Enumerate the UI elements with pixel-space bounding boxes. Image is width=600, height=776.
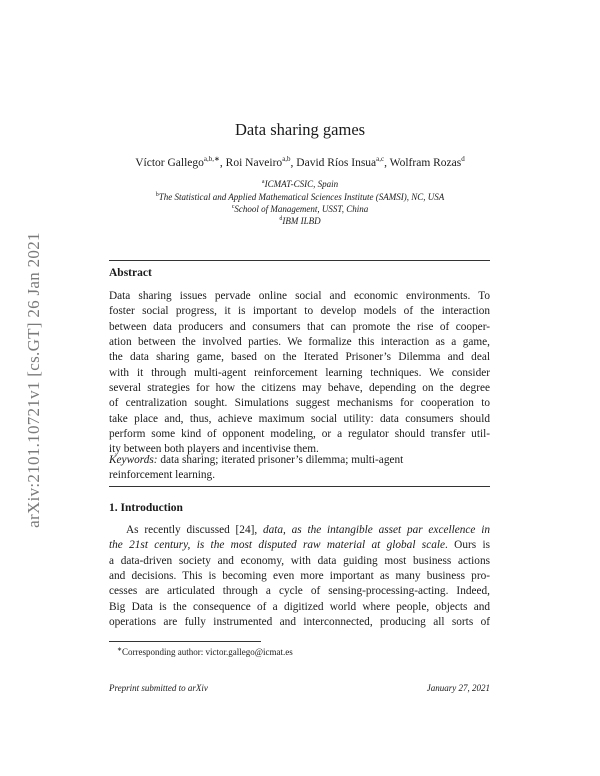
affiliation-b: $^b$The Statistical and Applied Mathematical Sciences Institute (SAMSI), NC, USA bbox=[155, 192, 445, 202]
abstract-line: perform some kind of opponent modeling, or a regulator should transfer util- bbox=[109, 428, 490, 441]
keywords-label: Keywords: bbox=[109, 454, 158, 466]
intro-line: Big Data is the consequence of a digitized world where people, objects and bbox=[109, 600, 490, 613]
author-4: Wolfram Rozas$^d$ bbox=[389, 155, 465, 169]
author-3: David Ríos Insua$^{a,c}$, bbox=[296, 155, 390, 169]
intro-line: As recently discussed [24], data, as the intangible asset par excellence in bbox=[126, 524, 490, 536]
abstract-line: between data producers and consumers that can promote the rise of cooper- bbox=[109, 320, 490, 333]
section-heading-introduction: 1. Introduction bbox=[109, 502, 183, 514]
paper-title: Data sharing games bbox=[234, 120, 366, 139]
abstract-line: take place and, thus, achieve maximum social utility: data consumers should bbox=[109, 412, 490, 425]
abstract-line: of centralization sought. Simulations suggest mechanisms for cooperation to bbox=[109, 397, 490, 410]
footer-date: January 27, 2021 bbox=[426, 683, 490, 693]
abstract-line: foster social progress, it is important to develop models of the interaction bbox=[109, 305, 490, 318]
intro-line: cesses are articulated through a cycle of sensing-processing-acting. Indeed, bbox=[109, 585, 490, 598]
abstract-line: Data sharing issues pervade online social and economic environments. To bbox=[109, 290, 490, 302]
abstract-body bbox=[109, 289, 490, 458]
abstract-line: several strategies for how the citizens may behave, depending on the degree bbox=[109, 382, 490, 395]
abstract-line: the data sharing game, based on the Iterated Prisoner’s Dilemma and deal bbox=[109, 351, 490, 364]
abstract-top-rule bbox=[109, 260, 490, 261]
keywords bbox=[109, 453, 490, 484]
introduction-body bbox=[109, 523, 490, 630]
footnote-corresponding-author: ∗Corresponding author: victor.gallego@icmat.es bbox=[117, 647, 293, 657]
keywords-line-2: reinforcement learning. bbox=[109, 469, 216, 482]
intro-line: and decisions. This is becoming even more important as many business pro- bbox=[109, 570, 490, 583]
abstract-line: ity between both players and incentivise them. bbox=[109, 443, 319, 456]
abstract-line: with it through multi-agent reinforcement learning techniques. We consider bbox=[109, 366, 490, 379]
arxiv-identifier bbox=[22, 212, 46, 548]
arxiv-identifier-text: arXiv:2101.10721v1 [cs.GT] 26 Jan 2021 bbox=[24, 232, 43, 528]
author-2: Roi Naveiro$^{a,b}$, bbox=[225, 155, 297, 169]
author-1: Víctor Gallego$^{a,b,∗}$, bbox=[135, 155, 226, 169]
footer-preprint: Preprint submitted to arXiv bbox=[109, 683, 208, 693]
abstract-line: ation between the involved parties. We formalize this interaction as a game, bbox=[109, 336, 490, 349]
affiliation-a: $^a$ICMAT-CSIC, Spain bbox=[261, 179, 339, 189]
intro-line: operations are fully instrumented and interconnected, producing all sorts of bbox=[109, 616, 490, 629]
affiliation-c: $^c$School of Management, USST, China bbox=[231, 204, 369, 214]
intro-line: the 21st century, is the most disputed raw material at global scale. Ours is bbox=[109, 539, 490, 552]
keywords-line-1: Keywords: data sharing; iterated prisoner’s dilemma; multi-agent bbox=[109, 454, 404, 466]
affiliation-d: $^d$IBM ILBD bbox=[279, 216, 321, 226]
footnote-rule bbox=[109, 641, 261, 642]
intro-line: a data-driven society and economy, with data guiding most business actions bbox=[109, 554, 490, 567]
abstract-heading: Abstract bbox=[109, 267, 152, 279]
author-list bbox=[0, 155, 600, 169]
abstract-bottom-rule bbox=[109, 486, 490, 487]
